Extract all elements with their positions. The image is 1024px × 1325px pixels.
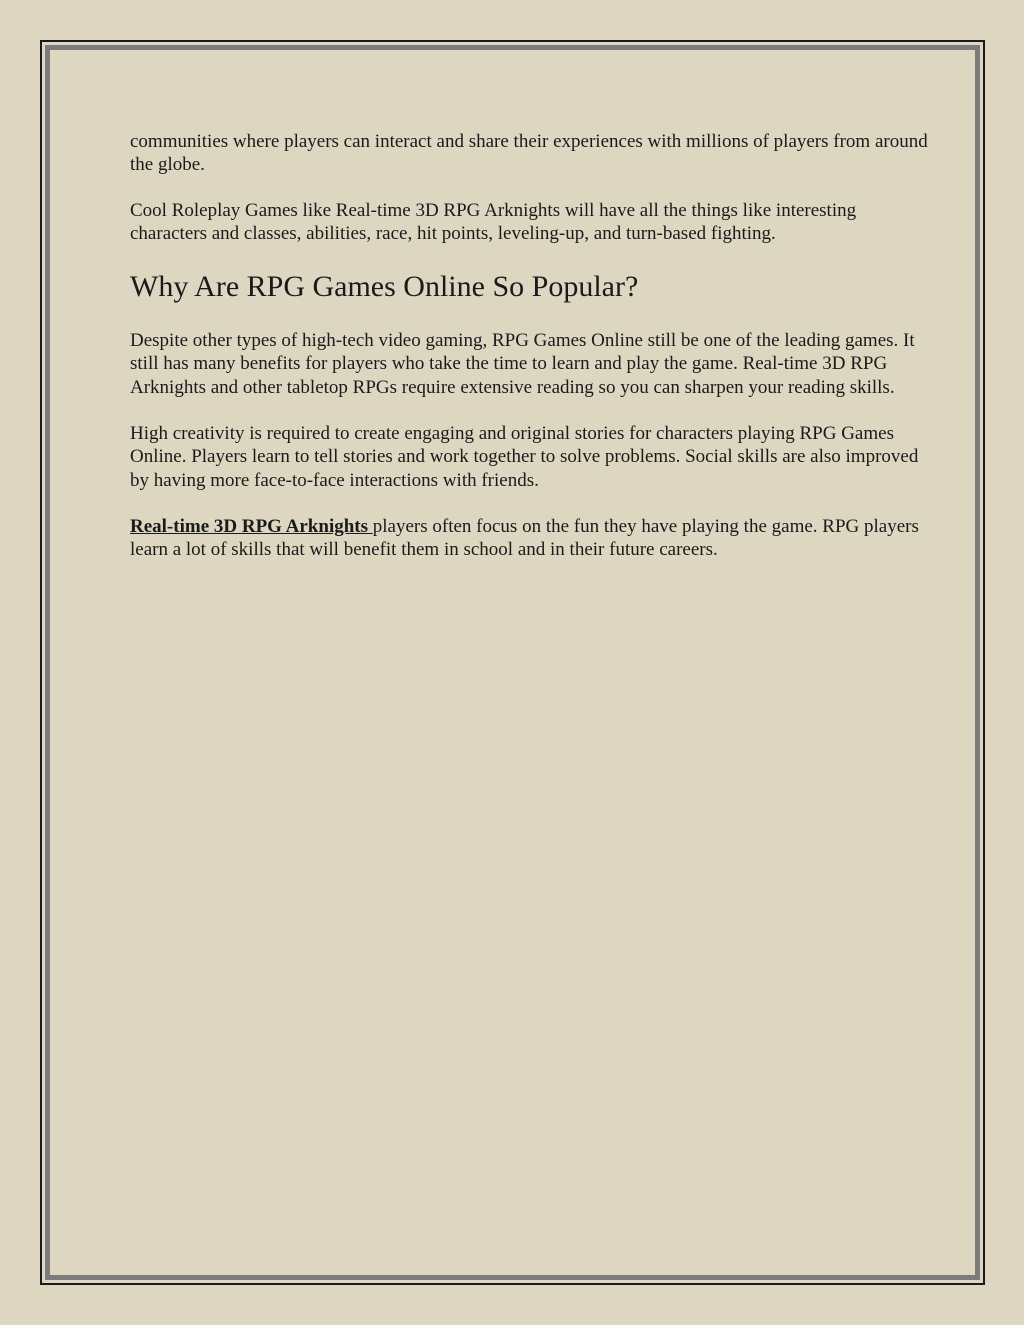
document-body xyxy=(130,130,930,562)
arknights-link[interactable]: Real-time 3D RPG Arknights xyxy=(130,515,373,537)
section-heading: Why Are RPG Games Online So Popular? xyxy=(130,270,639,304)
paragraph-creativity: High creativity is required to create engaging and original stories for characters playing RPG Games Online. Players learn to tell stories and work together to solve problems. Social skills are also improved by having more face-to-face interactions with friends. xyxy=(130,423,919,491)
paragraph-communities: communities where players can interact and share their experiences with millions of players from around the globe. xyxy=(130,131,928,176)
page-border xyxy=(45,45,980,1280)
paragraph-skills-text: players often focus on the fun they have playing the game. RPG players learn a lot of skills that will benefit them in school and in their future careers. xyxy=(130,515,919,561)
page-frame xyxy=(40,40,985,1285)
paragraph-skills xyxy=(130,515,930,562)
paragraph-popularity: Despite other types of high-tech video gaming, RPG Games Online still be one of the leading games. It still has many benefits for players who take the time to learn and play the game. Real-time 3D RPG Arknights and other tabletop RPGs require extensive reading so you can sharpen your reading skills. xyxy=(130,330,915,398)
paragraph-roleplay-games: Cool Roleplay Games like Real-time 3D RPG Arknights will have all the things like interesting characters and classes, abilities, race, hit points, leveling-up, and turn-based fighting. xyxy=(130,199,857,244)
